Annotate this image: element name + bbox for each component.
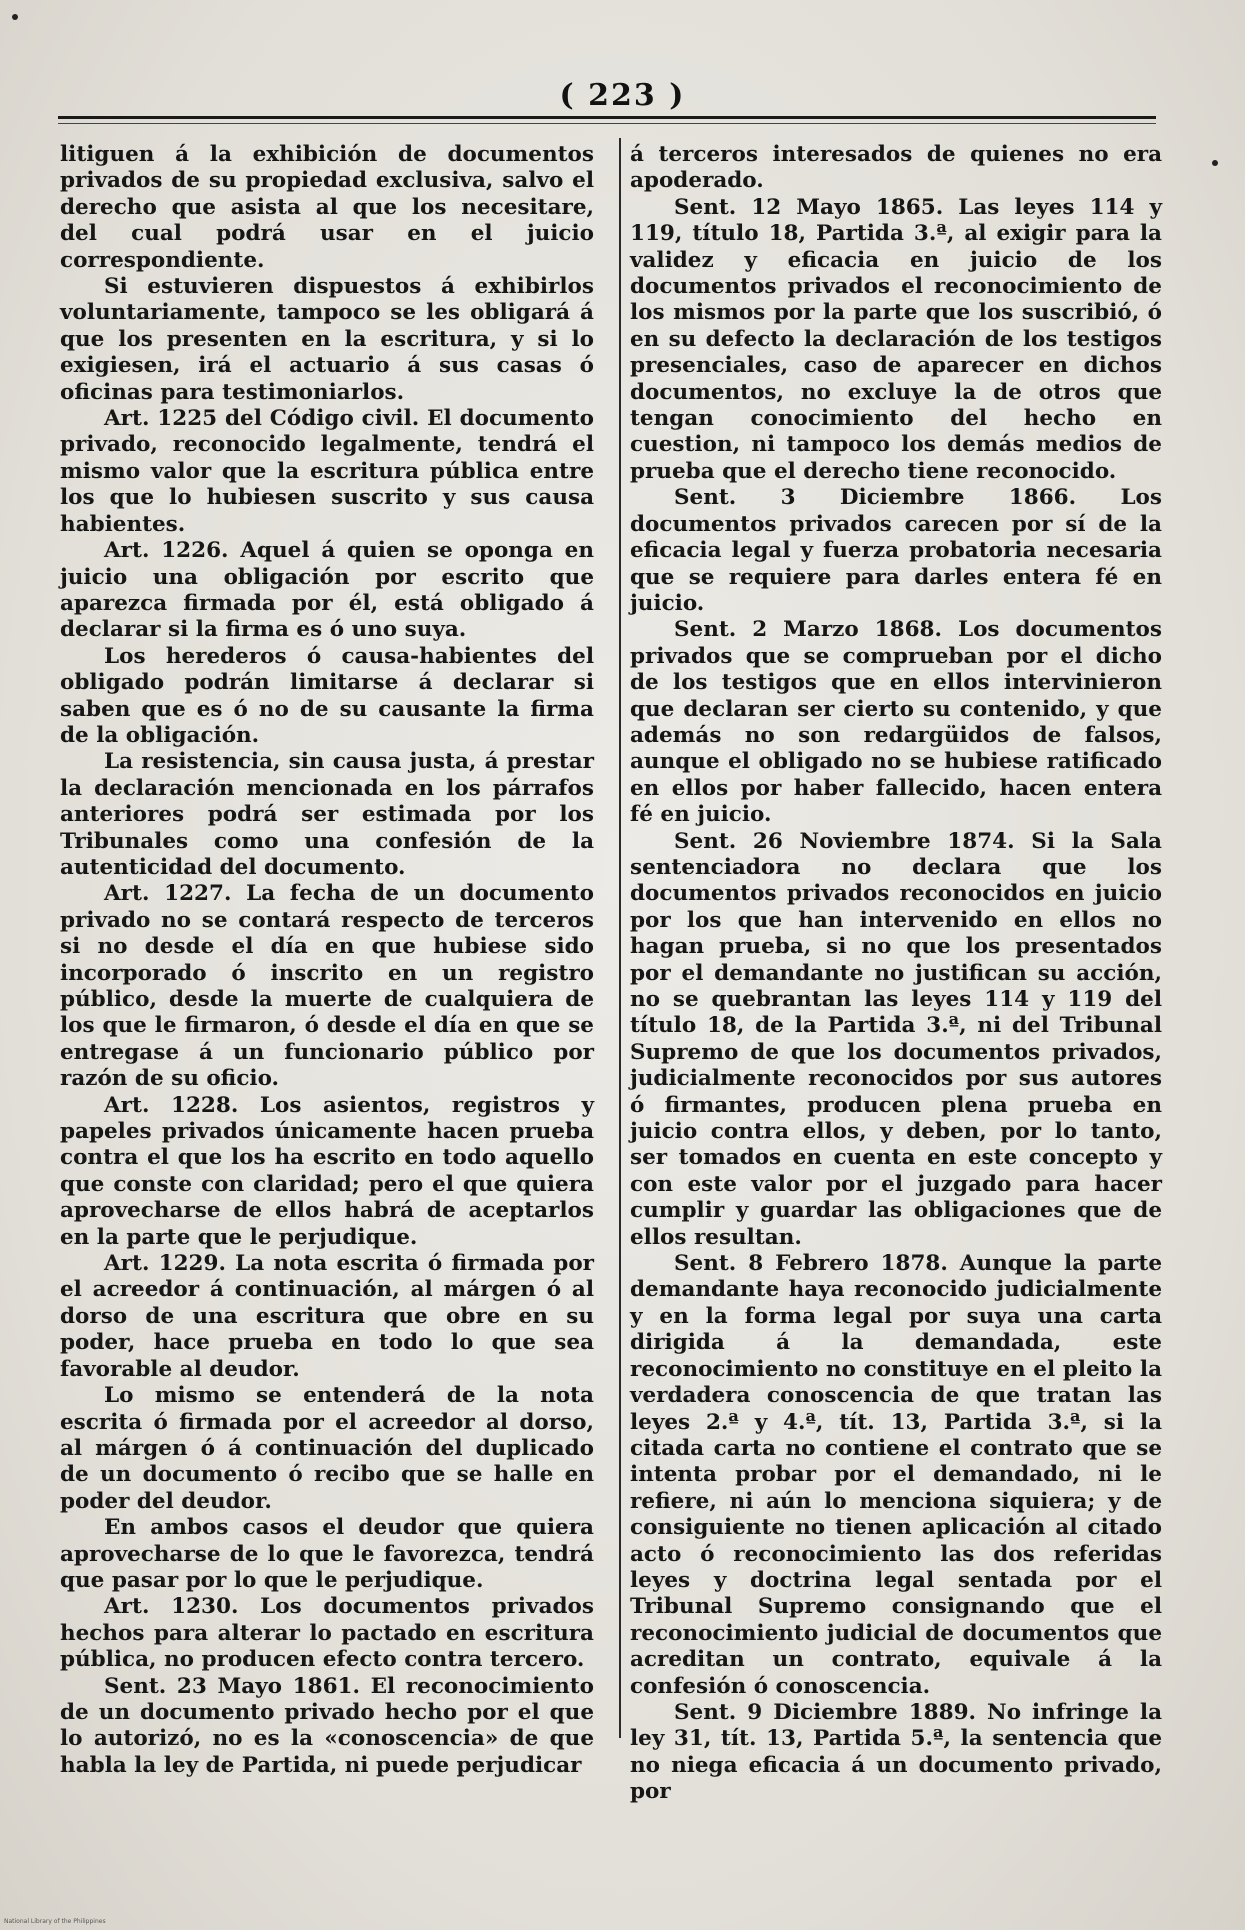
footer-credit: National Library of the Philippines xyxy=(4,1918,106,1925)
paragraph: La resistencia, sin causa justa, á prestar la declaración mencionada en los párrafos anteriores podrá ser estimada por los Tribunales como una confesión de la autenticidad del documento. xyxy=(60,749,594,880)
column-divider xyxy=(619,138,621,1738)
paragraph: á terceros interesados de quienes no era apoderado. xyxy=(630,142,1162,194)
paragraph: Art. 1228. Los asientos, registros y papeles privados únicamente hacen prueba contra el que los ha escrito en todo aquello que conste con claridad; pero el que quiera aprovecharse de ellos habrá de aceptarlos en la parte que le perjudique. xyxy=(60,1092,594,1250)
paragraph: Si estuvieren dispuestos á exhibirlos voluntariamente, tampoco se les obligará á que los presenten en la escritura, y si lo exigiesen, irá el actuario á sus casas ó oficinas para testimoniarlos. xyxy=(60,274,594,405)
paragraph: Sent. 9 Diciembre 1889. No infringe la ley 31, tít. 13, Partida 5.ª, la sentencia que no niega eficacia á un documento privado, por xyxy=(630,1699,1162,1805)
paragraph: Lo mismo se entenderá de la nota escrita ó firmada por el acreedor al dorso, al márgen ó á continuación del duplicado de un documento ó recibo que se halle en poder del deudor. xyxy=(60,1383,594,1514)
paragraph: Art. 1226. Aquel á quien se oponga en juicio una obligación por escrito que aparezca firmada por él, está obligado á declarar si la firma es ó uno suya. xyxy=(60,538,594,643)
left-column xyxy=(60,142,594,1779)
paragraph: Sent. 2 Marzo 1868. Los documentos privados que se comprueban por el dicho de los testigos que en ellos intervinieron que declaran ser cierto su contenido, y que además no son redargüidos de falsos, aunque el obligado no se hubiese ratificado en ellos por haber fallecido, hacen entera fé en juicio. xyxy=(630,617,1162,828)
paragraph: Sent. 26 Noviembre 1874. Si la Sala sentenciadora no declara que los documentos privados reconocidos en juicio por los que han intervenido en ellos no hagan prueba, si no que los presentados por el demandante no justifican su acción, no se quebrantan las leyes 114 y 119 del título 18, de la Partida 3.ª, ni del Tribunal Supremo de que los documentos privados, judicialmente reconocidos por sus autores ó firmantes, producen plena prueba en juicio contra ellos, y deben, por lo tanto, ser tomados en cuenta en este concepto y con este valor por el juzgado para hacer cumplir y guardar las obligaciones que de ellos resultan. xyxy=(630,828,1162,1250)
paragraph: Sent. 12 Mayo 1865. Las leyes 114 y 119, título 18, Partida 3.ª, al exigir para la validez y eficacia en juicio de los documentos privados el reconocimiento de los mismos por la parte que los suscribió, ó en su defecto la declaración de los testigos presenciales, caso de aparecer en dichos documentos, no excluye la de otros que tengan conocimiento del hecho en cuestion, ni tampoco los demás medios de prueba que el derecho tiene reconocido. xyxy=(630,194,1162,484)
paragraph: Art. 1225 del Código civil. El documento privado, reconocido legalmente, tendrá el mismo valor que la escritura pública entre los que lo hubiesen suscrito y sus causa habientes. xyxy=(60,406,594,537)
paragraph: Sent. 3 Diciembre 1866. Los documentos privados carecen por sí de la eficacia legal y fuerza probatoria necesaria que se requiere para darles entera fé en juicio. xyxy=(630,485,1162,616)
header-rule xyxy=(58,116,1156,119)
paragraph: En ambos casos el deudor que quiera aprovecharse de lo que le favorezca, tendrá que pasar por lo que le perjudique. xyxy=(60,1515,594,1593)
paragraph: Art. 1230. Los documentos privados hechos para alterar lo pactado en escritura pública, no producen efecto contra tercero. xyxy=(60,1594,594,1673)
paragraph: Sent. 8 Febrero 1878. Aunque la parte demandante haya reconocido judicialmente y en la forma legal por suya una carta dirigida á la demandada, este reconocimiento no constituye en el pleito la verdadera conoscencia de que tratan las leyes 2.ª y 4.ª, tít. 13, Partida 3.ª, si la citada carta no contiene el contrato que se intenta probar por el demandado, ni le refiere, ni aún lo menciona siquiera; y de consiguiente no tienen aplicación al citado acto ó reconocimiento las dos referidas leyes y doctrina legal sentada por el Tribunal Supremo consignando que el reconocimiento judicial de documentos que acreditan un contrato, equivale á la confesión ó conoscencia. xyxy=(630,1251,1162,1699)
page-number: ( 223 ) xyxy=(559,78,686,113)
paragraph: Art. 1227. La fecha de un documento privado no se contará respecto de terceros si no desde el día en que hubiese sido incorporado ó inscrito en un registro público, desde la muerte de cualquiera de los que le firmaron, ó desde el día en que se entregase á un funcionario público por razón de su oficio. xyxy=(60,881,594,1092)
print-speck xyxy=(12,14,18,20)
paragraph: Art. 1229. La nota escrita ó firmada por el acreedor á continuación, al márgen ó al dorso de una escritura que obre en su poder, hace prueba en todo lo que sea favorable al deudor. xyxy=(60,1251,594,1382)
paragraph: Los herederos ó causa-habientes del obligado podrán limitarse á declarar si saben que es ó no de su causante la firma de la obligación. xyxy=(60,643,594,748)
paragraph: Sent. 23 Mayo 1861. El reconocimiento de un documento privado hecho por el que lo autorizó, no es la «conoscencia» de que habla la ley de Partida, ni puede perjudicar xyxy=(60,1673,594,1778)
paragraph: litiguen á la exhibición de documentos privados de su propiedad exclusiva, salvo el derecho que asista al que los necesitare, del cual podrá usar en el juicio correspondiente. xyxy=(60,142,594,273)
header-rule-thin xyxy=(58,123,1156,124)
right-column xyxy=(630,142,1162,1806)
print-speck xyxy=(1212,160,1218,166)
